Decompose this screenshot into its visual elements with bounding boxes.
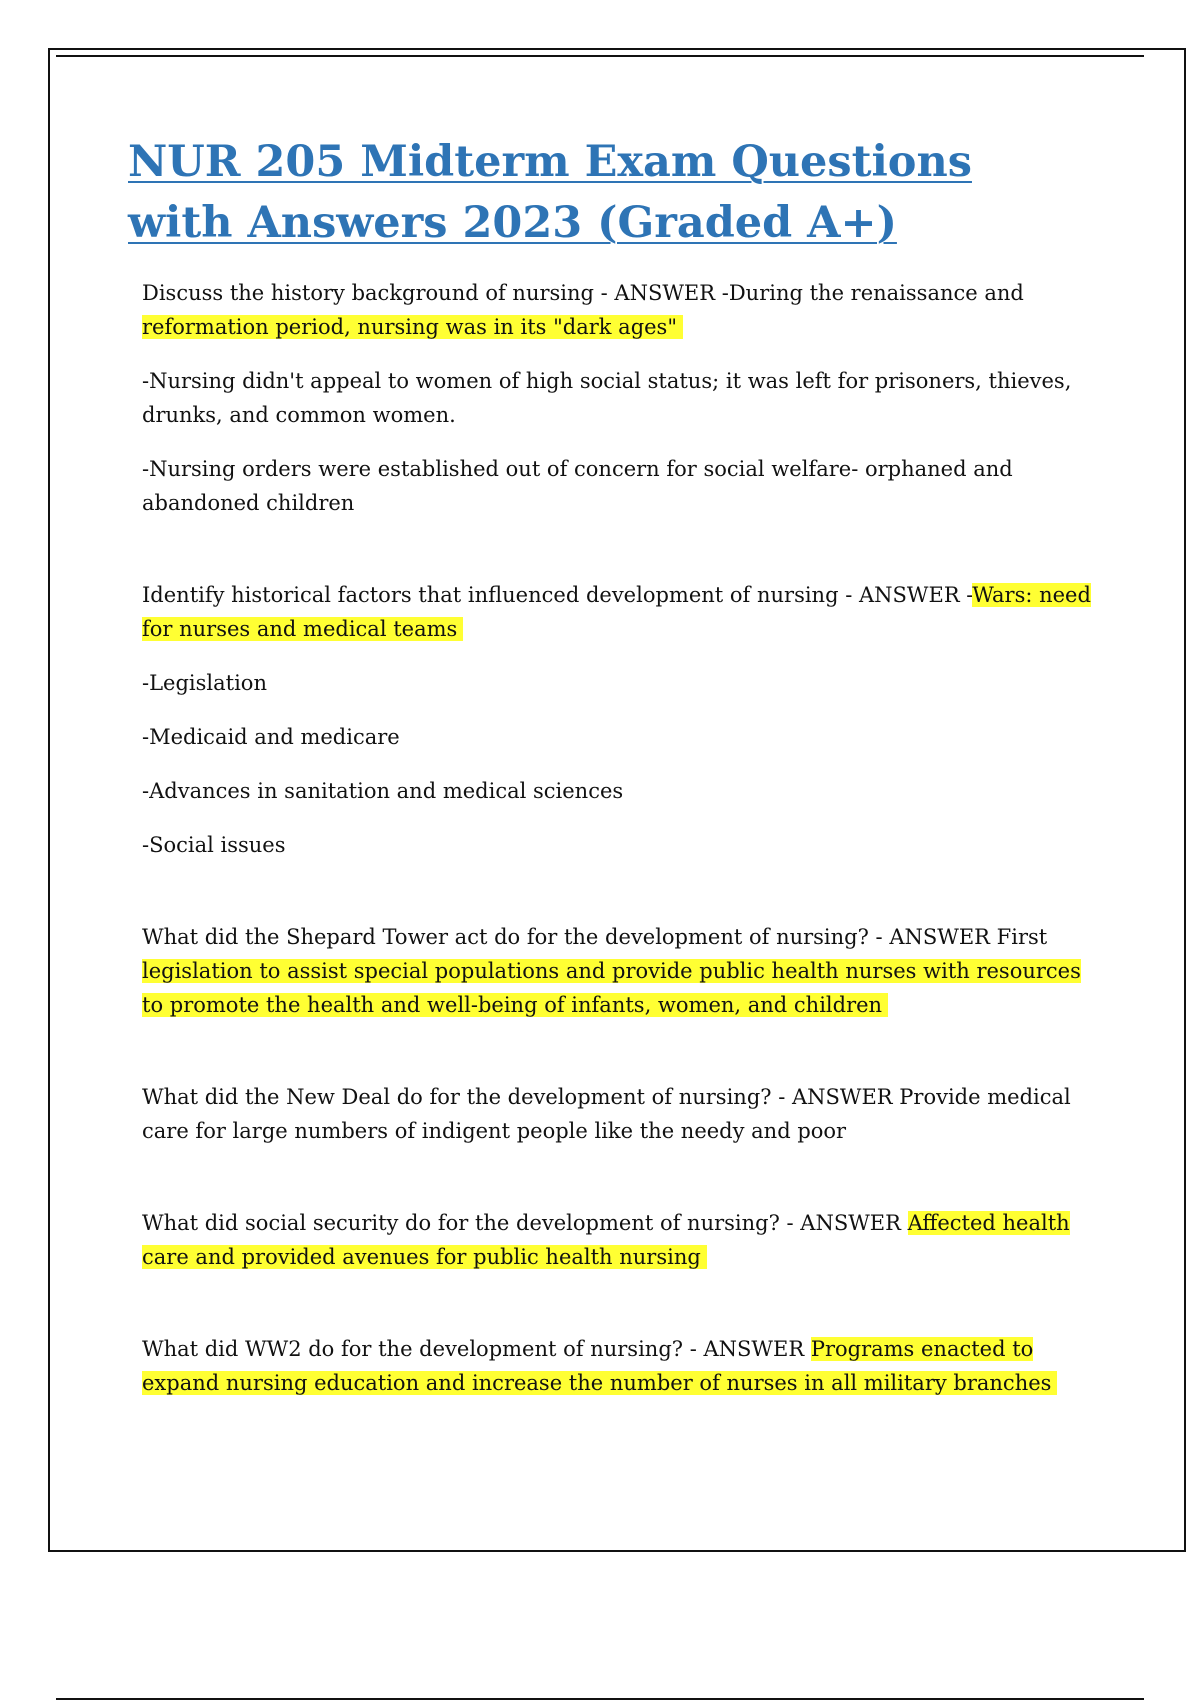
answer-highlight: Wars: need for nurses and medical teams xyxy=(142,583,1091,641)
question-text: What did social security do for the development of nursing? - ANSWER xyxy=(142,1211,901,1235)
answer-highlight: reformation period, nursing was in its "dark ages" xyxy=(142,315,683,339)
answer-highlight: Programs enacted to expand nursing education and increase the number of nurses in all military branches xyxy=(142,1337,1057,1395)
qa-paragraph xyxy=(142,920,1102,1022)
question-text: Identify historical factors that influenced development of nursing - ANSWER - xyxy=(142,583,973,607)
qa-paragraph xyxy=(142,1080,1102,1148)
qa-item-social-security xyxy=(142,1206,1102,1274)
question-text: Discuss the history background of nursing - ANSWER -During the renaissance and xyxy=(142,281,1024,305)
qa-item-shepard-tower-act xyxy=(142,920,1102,1022)
qa-paragraph xyxy=(142,276,1102,344)
qa-item-history-background xyxy=(142,276,1102,520)
answer-detail: -Social issues xyxy=(142,833,286,857)
qa-content xyxy=(142,276,1102,1400)
qa-paragraph xyxy=(142,1206,1102,1274)
qa-item-ww2 xyxy=(142,1332,1102,1400)
answer-detail: -Legislation xyxy=(142,671,267,695)
question-text: What did the New Deal do for the development of nursing? - ANSWER Provide medical care for large numbers of indigent people like the needy and poor xyxy=(142,1085,1071,1143)
answer-detail: -Advances in sanitation and medical sciences xyxy=(142,779,624,803)
question-text: What did the Shepard Tower act do for the development of nursing? - ANSWER First xyxy=(142,925,1048,949)
qa-paragraph xyxy=(142,1332,1102,1400)
answer-detail: -Nursing orders were established out of concern for social welfare- orphaned and abandoned children xyxy=(142,457,1013,515)
qa-paragraph xyxy=(142,578,1102,646)
question-text: What did WW2 do for the development of nursing? - ANSWER xyxy=(142,1337,805,1361)
qa-item-historical-factors xyxy=(142,578,1102,862)
answer-detail: -Nursing didn't appeal to women of high social status; it was left for prisoners, thieves, drunks, and common women. xyxy=(142,369,1072,427)
answer-highlight: legislation to assist special populations and provide public health nurses with resources to promote the health and well-being of infants, women, and children xyxy=(142,959,1081,1017)
answer-highlight: Affected health care and provided avenues for public health nursing xyxy=(142,1211,1070,1269)
document-title: NUR 205 Midterm Exam Questions with Answers 2023 (Graded A+) xyxy=(128,137,972,248)
qa-item-new-deal xyxy=(142,1080,1102,1148)
answer-detail: -Medicaid and medicare xyxy=(142,725,400,749)
